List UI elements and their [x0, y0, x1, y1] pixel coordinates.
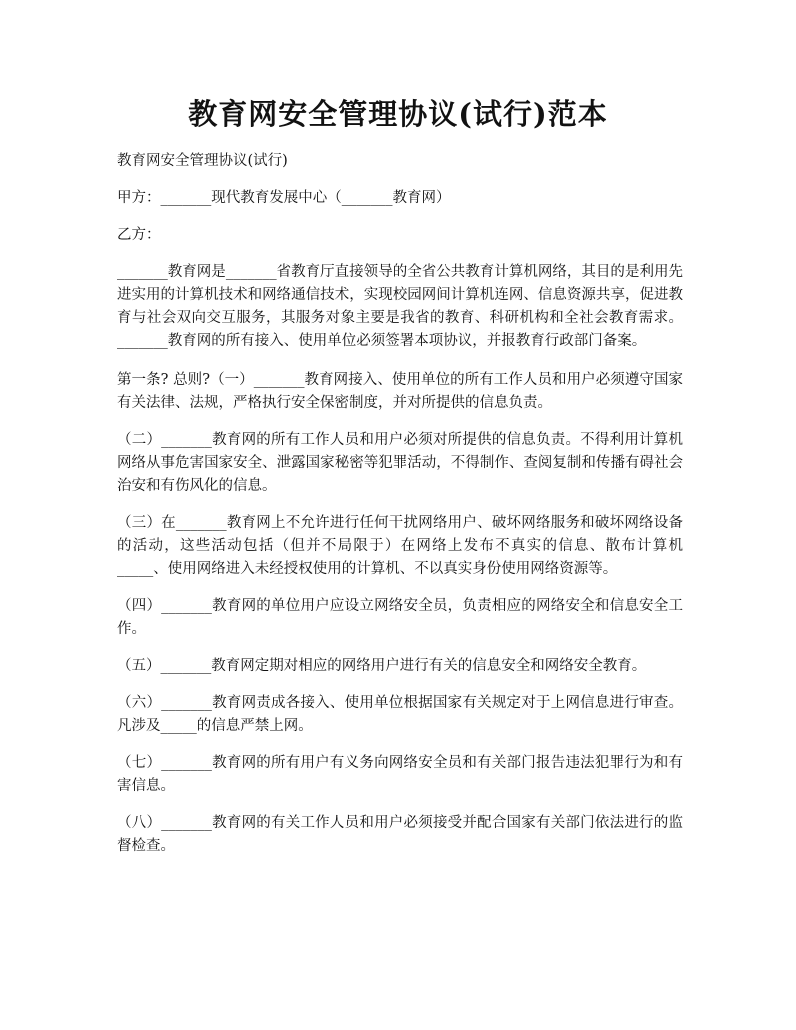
clause-three-paragraph: （三）在_______教育网上不允许进行任何干扰网络用户、破坏网络服务和破坏网络设备的活动，这些活动包括（但并不局限于）在网络上发布不真实的信息、散布计算机_____、使用网络进入未经授权使用的计算机、不以真实身份使用网络资源等。 — [117, 515, 683, 577]
article-one-paragraph: 第一条? 总则?（一）_______教育网接入、使用单位的所有工作人员和用户必须遵守国家有关法律、法规，严格执行安全保密制度，并对所提供的信息负责。 — [117, 372, 683, 411]
document-title: 教育网安全管理协议(试行)范本 — [188, 97, 608, 131]
clause-seven-paragraph: （七）_______教育网的所有用户有义务向网络安全员和有关部门报告违法犯罪行为和有害信息。 — [117, 755, 683, 794]
clause-five-paragraph: （五）_______教育网定期对相应的网络用户进行有关的信息安全和网络安全教育。 — [117, 658, 647, 674]
clause-four-paragraph: （四）_______教育网的单位用户应设立网络安全员，负责相应的网络安全和信息安全工作。 — [117, 598, 683, 637]
intro-paragraph: _______教育网是_______省教育厅直接领导的全省公共教育计算机网络，其目的是利用先进实用的计算机技术和网络通信技术，实现校园网间计算机连网、信息资源共享，促进教育与社会双向交互服务，其服务对象主要是我省的教育、科研机构和全社会教育需求。_______教育网的所有接入、使用单位必须签署本项协议，并报教育行政部门备案。 — [117, 264, 683, 349]
party-b-paragraph: 乙方： — [117, 227, 161, 243]
clause-six-paragraph: （六）_______教育网责成各接入、使用单位根据国家有关规定对于上网信息进行审查。凡涉及_____的信息严禁上网。 — [117, 695, 683, 734]
clause-two-paragraph: （二）_______教育网的所有工作人员和用户必须对所提供的信息负责。不得利用计算机网络从事危害国家安全、泄露国家秘密等犯罪活动，不得制作、查阅复制和传播有碍社会治安和有伤风化的信息。 — [117, 432, 683, 494]
clause-eight-paragraph: （八）_______教育网的有关工作人员和用户必须接受并配合国家有关部门依法进行的监督检查。 — [117, 815, 683, 854]
document-body — [117, 150, 683, 872]
party-a-paragraph: 甲方：_______现代教育发展中心（_______教育网） — [117, 190, 451, 206]
subtitle-paragraph: 教育网安全管理协议(试行) — [117, 153, 288, 169]
